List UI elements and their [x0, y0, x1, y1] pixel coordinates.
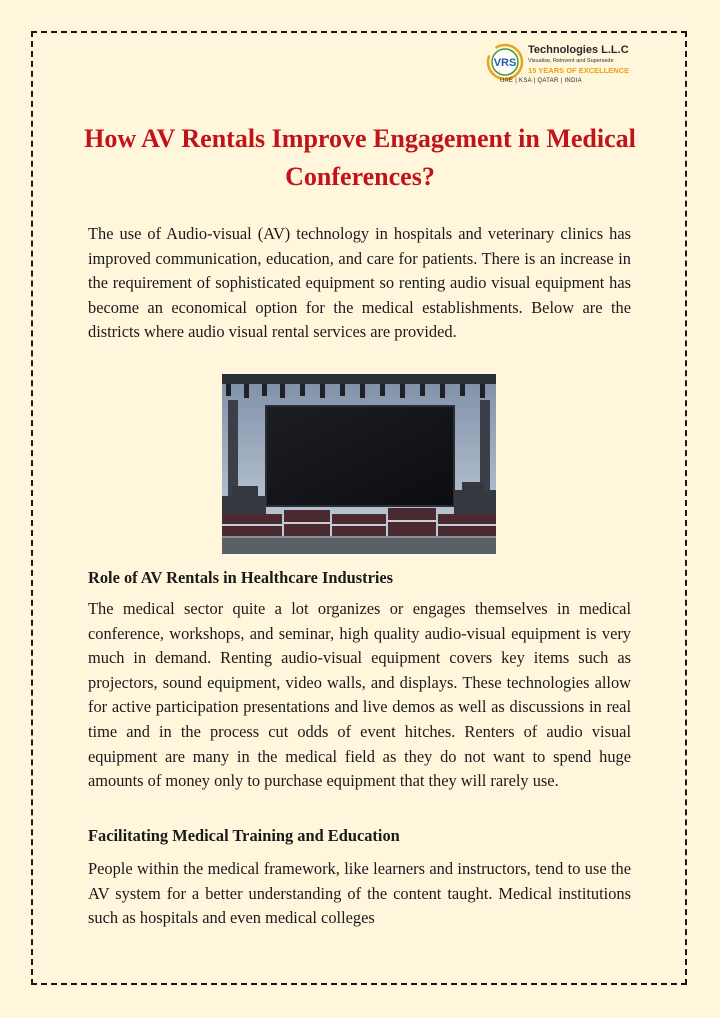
stage-led-screen-photo — [222, 374, 496, 554]
page-title: How AV Rentals Improve Engagement in Medical Conferences? — [84, 124, 636, 191]
logo-regions: UAE | KSA | QATAR | INDIA — [500, 78, 582, 84]
intro-paragraph: The use of Audio-visual (AV) technology in hospitals and veterinary clinics has improved communication, education, and care for patients. There is an increase in the requirement of sophisticated equipment so renting audio visual equipment has become an economical option for the medical establishments. Below are the districts where audio visual rental services are provided. — [88, 224, 631, 342]
logo-globe-icon — [485, 42, 525, 82]
section2-paragraph: People within the medical framework, like learners and instructors, tend to use the AV system for a better understanding of the content taught. Medical institutions such as hospitals and even medical colleges — [88, 859, 631, 928]
logo-mark-text: VRS — [493, 57, 517, 69]
logo-tagline: Visualise, Reinvent and Supersede — [528, 58, 614, 64]
section2-heading: Facilitating Medical Training and Education — [88, 826, 400, 845]
logo-company-name: Technologies L.L.C — [528, 44, 629, 56]
section1-paragraph: The medical sector quite a lot organizes or engages themselves in medical conference, workshops, and seminar, high quality audio-visual equipment is very much in demand. Renting audio-visual equipment covers key items such as projectors, sound equipment, video walls, and displays. These technologies allow for active participation presentations and live demos as well as discussions in real time and in the process cut odds of event hitches. Renters of audio visual equipment are many in the medical field as they do not want to spend huge amounts of money only to purchase equipment that they will rarely use. — [88, 599, 631, 791]
logo-years-badge: 15 YEARS OF EXCELLENCE — [528, 66, 630, 75]
section1-heading: Role of AV Rentals in Healthcare Industries — [88, 568, 394, 587]
company-logo — [485, 42, 645, 92]
